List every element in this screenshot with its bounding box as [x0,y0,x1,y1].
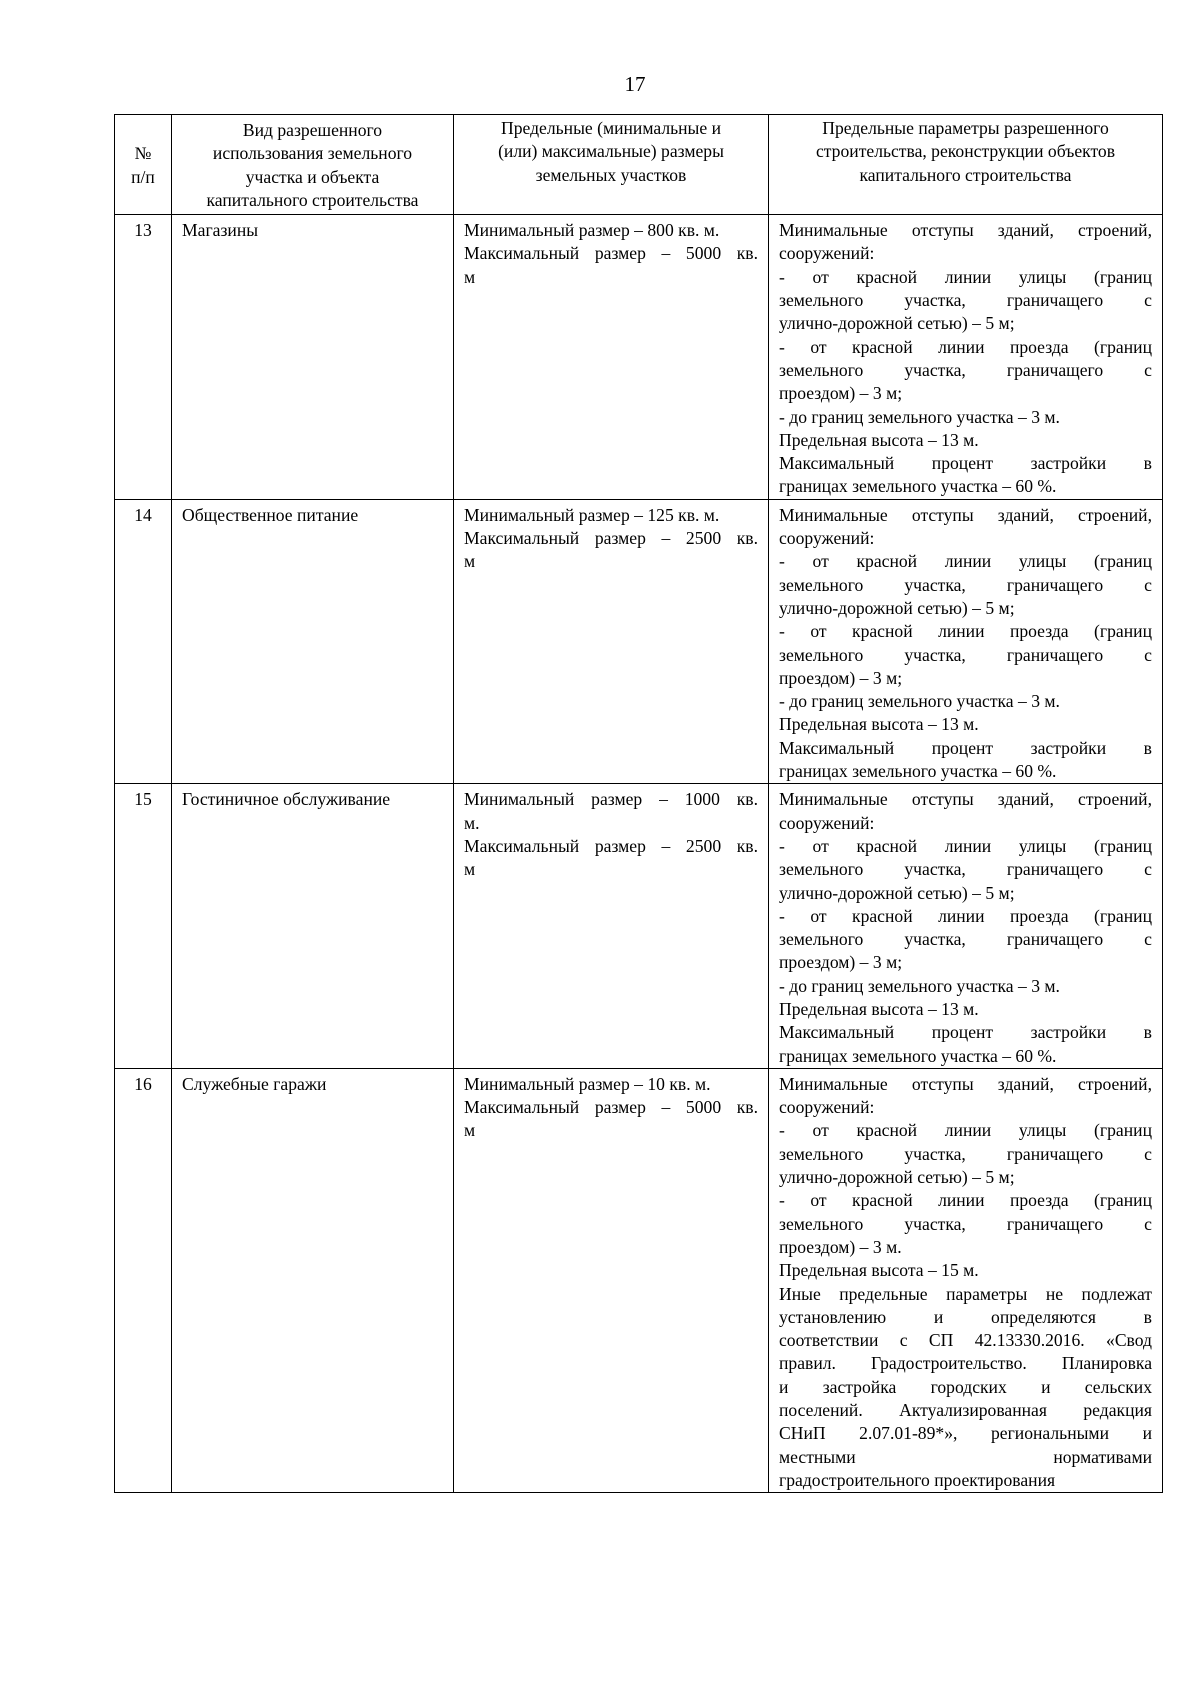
permitted-use-type: Общественное питание [172,499,454,784]
params-line: Максимальный процент застройки в [779,1022,1152,1043]
params-line: границах земельного участка – 60 %. [779,761,1057,782]
header-line: использования земельного [212,143,413,164]
params-line: Минимальные отступы зданий, строений, [779,504,1152,525]
params-line: земельного участка, граничащего с [779,859,1152,880]
params-line: Минимальные отступы зданий, строений, [779,1073,1152,1094]
params-line: - до границ земельного участка – 3 м. [779,406,1060,427]
params-line: улично-дорожной сетью) – 5 м; [779,313,1015,334]
header-line: Предельные параметры разрешенного [822,118,1109,138]
construction-params [769,215,1163,500]
size-line: м [464,551,476,572]
params-line: сооружений: [779,812,875,833]
plot-size-limits [454,1068,769,1492]
params-line: поселений. Актуализированная редакция [779,1400,1152,1421]
size-line: м. [464,812,480,833]
page-number: 17 [624,72,646,96]
params-line: - от красной линии улицы (границ [779,835,1152,856]
params-line: соответствии с СП 42.13330.2016. «Свод [779,1330,1152,1351]
params-line: - до границ земельного участка – 3 м. [779,691,1060,712]
row-number: 14 [115,499,172,784]
params-line: границах земельного участка – 60 %. [779,476,1057,497]
params-line: Иные предельные параметры не подлежат [779,1283,1152,1304]
header-line: № [134,143,152,164]
permitted-use-type: Служебные гаражи [172,1068,454,1492]
params-line: - от красной линии улицы (границ [779,551,1152,572]
params-line: земельного участка, граничащего с [779,1213,1152,1234]
params-line: земельного участка, граничащего с [779,1143,1152,1164]
params-line: земельного участка, граничащего с [779,644,1152,665]
params-line: Предельная высота – 13 м. [779,998,979,1019]
row-number: 16 [115,1068,172,1492]
header-line: п/п [131,166,155,187]
table-row [115,784,1163,1069]
params-line: проездом) – 3 м. [779,1236,902,1257]
row-number: 13 [115,215,172,500]
params-line: улично-дорожной сетью) – 5 м; [779,597,1015,618]
size-line: Минимальный размер – 10 кв. м. [464,1073,711,1094]
params-line: сооружений: [779,243,875,264]
size-line: Минимальный размер – 800 кв. м. [464,220,720,241]
permitted-use-type: Магазины [172,215,454,500]
row-number: 15 [115,784,172,1069]
params-line: - от красной линии проезда (границ [779,905,1152,926]
params-line: Максимальный процент застройки в [779,453,1152,474]
header-line: капитального строительства [206,189,419,210]
params-line: границах земельного участка – 60 %. [779,1045,1057,1066]
size-line: Максимальный размер – 5000 кв. [464,1097,758,1118]
size-line: Максимальный размер – 2500 кв. [464,835,758,856]
plot-size-limits [454,784,769,1069]
params-line: градостроительного проектирования [779,1469,1056,1490]
construction-params [769,499,1163,784]
header-line: Вид разрешенного [242,120,383,140]
table-row [115,1068,1163,1492]
size-line: Минимальный размер – 125 кв. м. [464,504,720,525]
construction-params [769,784,1163,1069]
params-line: - до границ земельного участка – 3 м. [779,975,1060,996]
params-line: проездом) – 3 м; [779,667,903,688]
header-line: капитального строительства [859,164,1072,185]
params-line: - от красной линии улицы (границ [779,266,1152,287]
size-line: м [464,1120,476,1141]
header-line: Предельные (минимальные и [501,118,721,138]
params-line: - от красной линии улицы (границ [779,1120,1152,1141]
params-line: земельного участка, граничащего с [779,929,1152,950]
params-line: Предельная высота – 13 м. [779,714,979,735]
params-line: улично-дорожной сетью) – 5 м; [779,1167,1015,1188]
table-row [115,215,1163,500]
permitted-use-type: Гостиничное обслуживание [172,784,454,1069]
params-line: СНиП 2.07.01-89*», региональными и [779,1423,1152,1444]
params-line: Предельная высота – 15 м. [779,1260,979,1281]
header-line: строительства, реконструкции объектов [815,141,1116,162]
params-line: улично-дорожной сетью) – 5 м; [779,882,1015,903]
header-line: (или) максимальные) размеры [498,141,724,162]
params-line: - от красной линии проезда (границ [779,621,1152,642]
header-plot-sizes [454,115,769,215]
plot-size-limits [454,215,769,500]
table-body [115,215,1163,1493]
header-row [115,115,1163,215]
params-line: проездом) – 3 м; [779,952,903,973]
params-line: Минимальные отступы зданий, строений, [779,220,1152,241]
params-line: Предельная высота – 13 м. [779,429,979,450]
size-line: Минимальный размер – 1000 кв. [464,789,758,810]
params-line: земельного участка, граничащего с [779,359,1152,380]
size-line: м [464,859,476,880]
header-number [115,115,172,215]
params-line: и застройка городских и сельских [779,1376,1152,1397]
size-line: Максимальный размер – 2500 кв. [464,528,758,549]
params-line: - от красной линии проезда (границ [779,1190,1152,1211]
header-construction-params [769,115,1163,215]
params-line: проездом) – 3 м; [779,383,903,404]
params-line: Минимальные отступы зданий, строений, [779,789,1152,810]
land-use-regulations-table [114,114,1163,1493]
params-line: земельного участка, граничащего с [779,574,1152,595]
header-line: участка и объекта [245,166,380,187]
params-line: местными нормативами [779,1446,1152,1467]
table-row [115,499,1163,784]
params-line: сооружений: [779,1097,875,1118]
size-line: м [464,266,476,287]
header-permitted-use [172,115,454,215]
plot-size-limits [454,499,769,784]
params-line: сооружений: [779,528,875,549]
params-line: Максимальный процент застройки в [779,737,1152,758]
size-line: Максимальный размер – 5000 кв. [464,243,758,264]
params-line: земельного участка, граничащего с [779,290,1152,311]
params-line: установлению и определяются в [779,1306,1152,1327]
header-line: земельных участков [535,164,687,185]
table-header [115,115,1163,215]
params-line: - от красной линии проезда (границ [779,336,1152,357]
params-line: правил. Градостроительство. Планировка [779,1353,1152,1374]
construction-params [769,1068,1163,1492]
